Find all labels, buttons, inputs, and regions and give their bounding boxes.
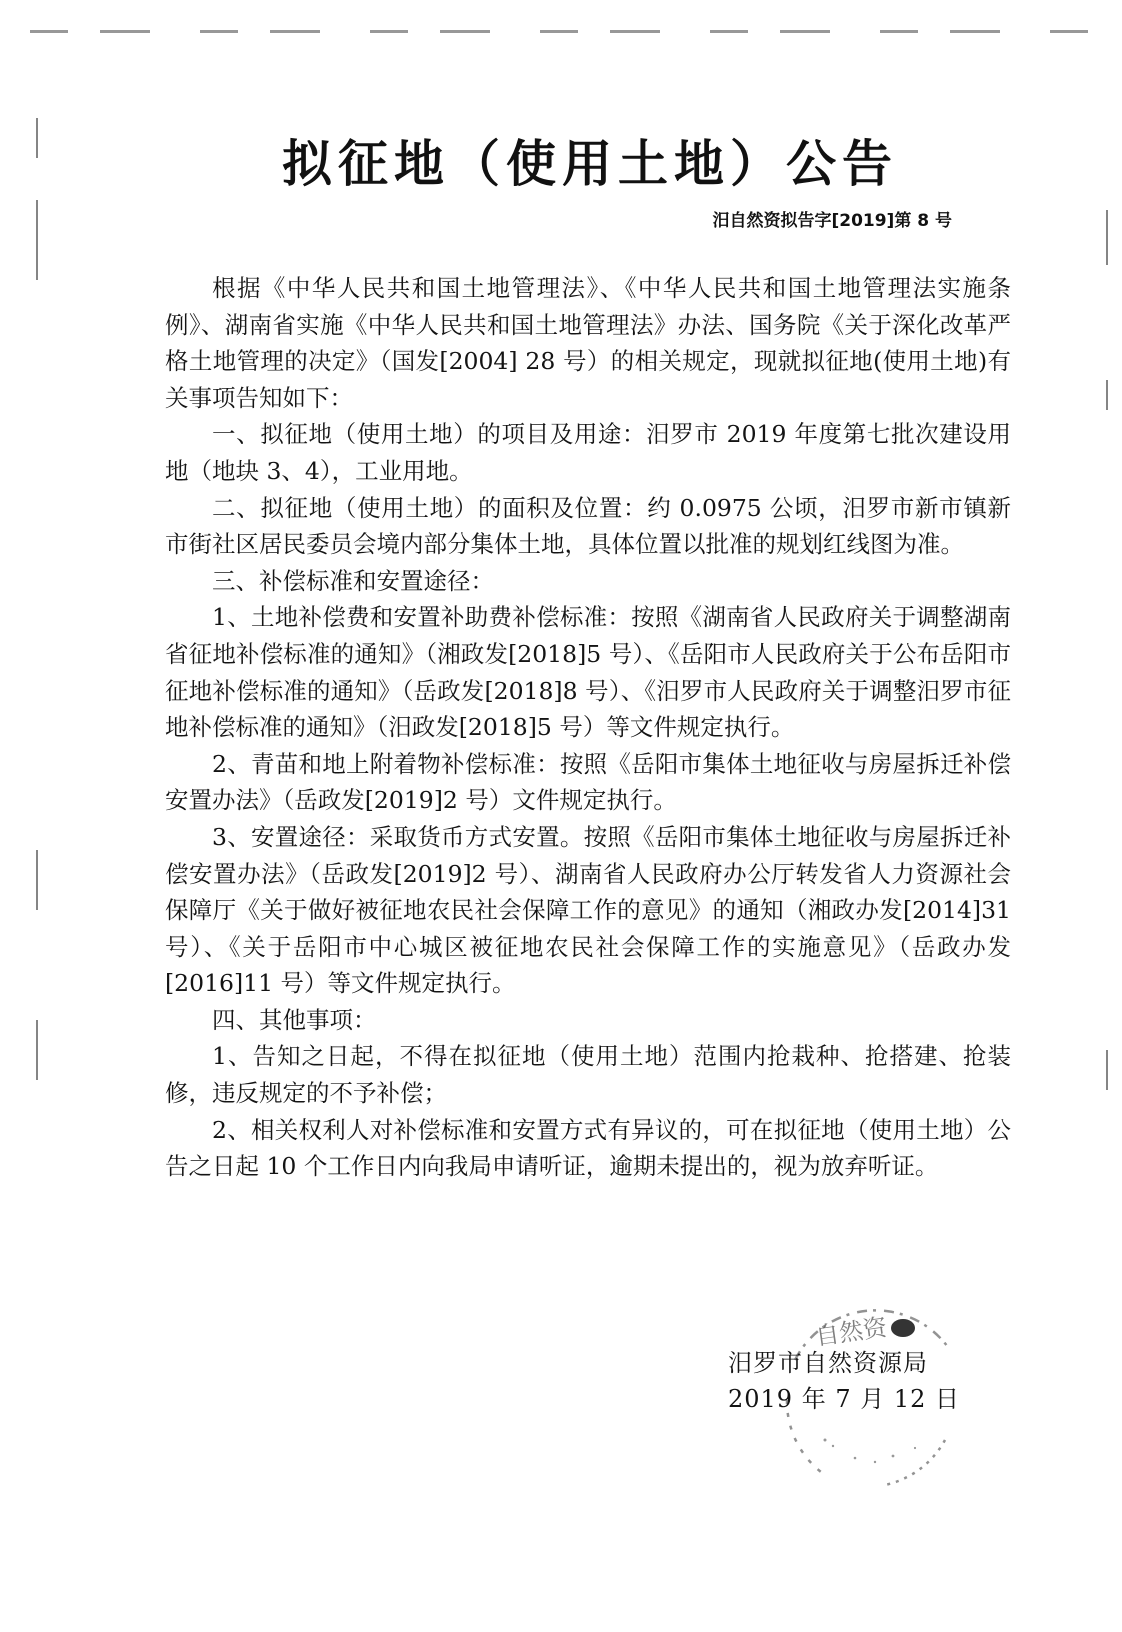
paragraph-area: 二、拟征地（使用土地）的面积及位置：约 0.0975 公顷，汨罗市新市镇新市街社区居民委员会境内部分集体土地，具体位置以批准的规划红线图为准。	[165, 493, 1011, 559]
paragraph-prohibition: 1、告知之日起，不得在拟征地（使用土地）范围内抢栽种、抢搭建、抢装修，违反规定的不予补偿；	[165, 1042, 1011, 1108]
paragraph-intro: 根据《中华人民共和国土地管理法》、《中华人民共和国土地管理法实施条例》、湖南省实施《中华人民共和国土地管理法》办法、国务院《关于深化改革严格土地管理的决定》（国发[2004] 28 号）的相关规定，现就拟征地(使用土地)有关事项告知如下：	[165, 274, 1011, 412]
document-number: 汨自然资拟告字[2019]第 8 号	[712, 211, 952, 231]
paragraph-section-compensation: 三、补偿标准和安置途径：	[212, 566, 494, 595]
notice-body	[165, 270, 1011, 1185]
signature-block	[728, 1345, 960, 1417]
scan-artifact-left	[36, 200, 38, 280]
issuer-name: 汨罗市自然资源局	[728, 1349, 928, 1377]
paragraph-land-compensation: 1、土地补偿费和安置补助费补偿标准：按照《湖南省人民政府关于调整湖南省征地补偿标准的通知》（湘政发[2018]5 号）、《岳阳市人民政府关于公布岳阳市征地补偿标准的通知》（岳政发[2018]8 号）、《汨罗市人民政府关于调整汨罗市征地补偿标准的通知》（汨政发[2018]5 号）等文件规定执行。	[165, 603, 1011, 742]
scan-artifact-left	[36, 850, 38, 910]
paragraph-project: 一、拟征地（使用土地）的项目及用途：汨罗市 2019 年度第七批次建设用地（地块 3、4），工业用地。	[165, 420, 1011, 485]
notice-title: 拟征地（使用土地）公告	[282, 135, 898, 193]
scan-artifact-right	[1106, 210, 1108, 265]
scan-artifact-left	[36, 1020, 38, 1080]
paragraph-crop-compensation: 2、青苗和地上附着物补偿标准：按照《岳阳市集体土地征收与房屋拆迁补偿安置办法》（岳政发[2019]2 号）文件规定执行。	[165, 749, 1011, 815]
scan-artifact-right	[1106, 1050, 1108, 1090]
scan-artifact-top	[30, 30, 1090, 33]
paragraph-hearing: 2、相关权利人对补偿标准和安置方式有异议的，可在拟征地（使用土地）公告之日起 10 个工作日内向我局申请听证，逾期未提出的，视为放弃听证。	[165, 1115, 1011, 1181]
paragraph-section-other: 四、其他事项：	[212, 1005, 377, 1034]
issue-date: 2019 年 7 月 12 日	[728, 1385, 961, 1413]
scan-artifact-right	[1106, 380, 1108, 410]
paragraph-resettlement: 3、安置途径：采取货币方式安置。按照《岳阳市集体土地征收与房屋拆迁补偿安置办法》（岳政发[2019]2 号）、湖南省人民政府办公厅转发省人力资源社会保障厅《关于做好被征地农民社会保障工作的意见》的通知（湘政办发[2014]31 号）、《关于岳阳市中心城区被征地农民社会保障工作的实施意见》（岳政办发[2016]11 号）等文件规定执行。	[165, 822, 1011, 998]
svg-text:自然资: 自然资	[813, 1313, 889, 1351]
